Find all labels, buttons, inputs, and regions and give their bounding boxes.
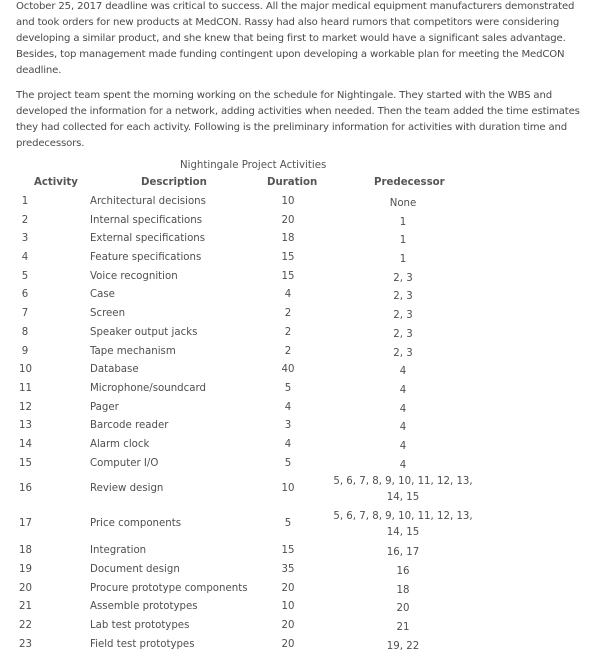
table-row — [0, 325, 603, 344]
table-row — [0, 400, 603, 419]
duration-cell: 20 — [281, 620, 295, 632]
duration-cell: 5 — [284, 382, 292, 394]
activity-cell: 20 — [19, 582, 32, 594]
activity-cell: 18 — [19, 545, 32, 557]
predecessor-cell: 4 — [399, 440, 407, 452]
predecessor-cell: 2, 3 — [393, 291, 413, 303]
duration-cell: 18 — [281, 233, 295, 245]
duration-cell: 10 — [281, 601, 295, 613]
activity-cell: 3 — [21, 233, 29, 245]
description-cell: Assemble prototypes — [90, 601, 198, 613]
activity-cell: 8 — [21, 326, 29, 338]
activity-cell: 21 — [19, 601, 32, 613]
description-cell: Document design — [90, 564, 180, 575]
table-row — [0, 637, 603, 655]
predecessor-cell: 2, 3 — [393, 328, 413, 340]
predecessor-cell: 1 — [399, 254, 407, 266]
table-row — [0, 543, 603, 562]
table-caption: Nightingale Project Activities — [180, 160, 327, 171]
activities-table-body — [0, 194, 603, 655]
predecessor-cell: 2, 3 — [393, 272, 413, 284]
duration-cell: 10 — [281, 483, 295, 495]
description-cell: Field test prototypes — [90, 638, 195, 650]
activity-cell: 5 — [21, 270, 29, 282]
table-row — [0, 231, 603, 250]
description-cell: Speaker output jacks — [90, 326, 198, 338]
duration-cell: 10 — [281, 196, 295, 207]
activity-cell: 14 — [19, 438, 32, 450]
predecessor-cell: 2, 3 — [393, 347, 413, 359]
table-row — [0, 381, 603, 400]
table-row — [0, 250, 603, 269]
activity-cell: 13 — [19, 420, 32, 432]
activity-cell: 22 — [19, 620, 32, 632]
duration-cell: 20 — [281, 638, 295, 650]
duration-cell: 4 — [284, 289, 292, 301]
description-cell: Procure prototype components — [90, 582, 248, 594]
predecessor-cell: 4 — [399, 403, 407, 415]
predecessor-cell: 18 — [396, 584, 410, 596]
header-description: Description — [141, 177, 207, 188]
description-cell: Alarm clock — [90, 438, 150, 450]
predecessor-cell: None — [389, 198, 417, 209]
table-row — [0, 344, 603, 363]
predecessor-cell: 4 — [399, 422, 407, 434]
description-cell: Database — [90, 364, 139, 376]
duration-cell: 2 — [284, 326, 292, 338]
header-activity: Activity — [34, 177, 78, 188]
description-cell: Barcode reader — [90, 420, 169, 432]
activity-cell: 9 — [21, 345, 29, 357]
table-row — [0, 194, 603, 213]
predecessor-cell: 5, 6, 7, 8, 9, 10, 11, 12, 13, 14, 15 — [333, 476, 473, 504]
header-duration: Duration — [267, 177, 318, 188]
activity-cell: 2 — [21, 214, 29, 226]
activity-cell: 12 — [19, 401, 32, 413]
duration-cell: 15 — [281, 270, 295, 282]
duration-cell: 2 — [284, 308, 292, 320]
table-row — [0, 362, 603, 381]
description-cell: Architectural decisions — [90, 196, 206, 207]
description-cell: Integration — [90, 545, 147, 557]
description-cell: Tape mechanism — [90, 345, 176, 357]
duration-cell: 4 — [284, 438, 292, 450]
table-row — [0, 562, 603, 581]
activity-cell: 11 — [19, 382, 32, 394]
intro-paragraph: October 25, 2017 deadline was critical to success. All the major medical equipment manufacturers demonstrated and took orders for new products at MedCON. Rassy had also heard rumors that competitors were considering developing a similar product, and she knew that being first to market would have a significant sales advantage. Besides, top management made funding contingent upon developing a workable plan for meeting the MedCON deadline. — [16, 1, 575, 77]
table-row — [0, 599, 603, 618]
network-paragraph: The project team spent the morning working on the schedule for Nightingale. They started with the WBS and developed the information for a network, adding activities when needed. Then the team added the time estimates they had collected for each activity. Following is the preliminary information for activities with duration time and predecessors. — [16, 90, 580, 150]
predecessor-cell: 16, 17 — [386, 547, 420, 559]
description-cell: Computer I/O — [90, 457, 159, 469]
description-cell: External specifications — [90, 233, 206, 245]
table-row — [0, 213, 603, 232]
table-row — [0, 306, 603, 325]
table-row — [0, 437, 603, 456]
table-row — [0, 418, 603, 437]
duration-cell: 35 — [281, 564, 295, 575]
table-row — [0, 618, 603, 637]
duration-cell: 15 — [281, 545, 295, 557]
table-row — [0, 269, 603, 288]
duration-cell: 5 — [284, 517, 292, 529]
predecessor-cell: 4 — [399, 366, 407, 378]
description-cell: Microphone/soundcard — [90, 382, 206, 394]
predecessor-cell: 16 — [396, 566, 410, 577]
table-row — [0, 456, 603, 475]
duration-cell: 15 — [281, 252, 295, 264]
activity-cell: 1 — [21, 196, 29, 207]
duration-cell: 3 — [284, 420, 292, 432]
predecessor-cell: 20 — [396, 603, 410, 615]
table-row — [0, 509, 603, 544]
activity-cell: 7 — [21, 308, 29, 320]
description-cell: Review design — [90, 483, 164, 495]
description-cell: Feature specifications — [90, 252, 202, 264]
description-cell: Screen — [90, 308, 126, 320]
activity-cell: 6 — [21, 289, 29, 301]
duration-cell: 4 — [284, 401, 292, 413]
predecessor-cell: 2, 3 — [393, 310, 413, 322]
activity-cell: 4 — [21, 252, 29, 264]
duration-cell: 40 — [281, 364, 295, 376]
description-cell: Lab test prototypes — [90, 620, 190, 632]
description-cell: Voice recognition — [90, 270, 178, 282]
table-row — [0, 474, 603, 509]
activity-cell: 15 — [19, 457, 32, 469]
activity-cell: 16 — [19, 483, 32, 495]
activity-cell: 23 — [19, 638, 32, 650]
predecessor-cell: 19, 22 — [386, 640, 420, 652]
table-row — [0, 287, 603, 306]
activity-cell: 17 — [19, 517, 32, 529]
predecessor-cell: 4 — [399, 384, 407, 396]
duration-cell: 2 — [284, 345, 292, 357]
predecessor-cell: 4 — [399, 459, 407, 471]
duration-cell: 20 — [281, 582, 295, 594]
header-predecessor: Predecessor — [374, 177, 445, 188]
description-cell: Internal specifications — [90, 214, 203, 226]
duration-cell: 5 — [284, 457, 292, 469]
predecessor-cell: 1 — [399, 235, 407, 247]
table-row — [0, 581, 603, 600]
description-cell: Pager — [90, 401, 119, 413]
predecessor-cell: 1 — [399, 216, 407, 228]
description-cell: Case — [90, 289, 115, 301]
predecessor-cell: 21 — [396, 622, 410, 634]
activity-cell: 10 — [19, 364, 32, 376]
predecessor-cell: 5, 6, 7, 8, 9, 10, 11, 12, 13, 14, 15 — [333, 510, 473, 538]
duration-cell: 20 — [281, 214, 295, 226]
activity-cell: 19 — [19, 564, 32, 575]
description-cell: Price components — [90, 517, 182, 529]
